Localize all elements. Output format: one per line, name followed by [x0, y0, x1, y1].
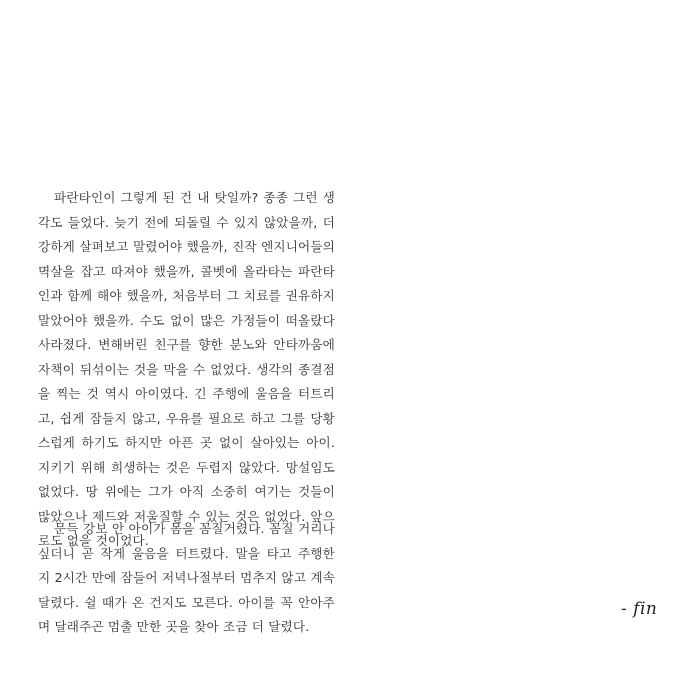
- paragraph-line: 강하게 살펴보고 말렸어야 했을까, 진작 엔지니어들의: [38, 239, 335, 254]
- paragraph-line: 싶더니 곧 작게 울음을 터트렸다. 말을 타고 주행한: [38, 545, 335, 561]
- paragraph-line: 파란타인이 그렇게 된 건 내 탓일까? 종종 그런 생: [54, 190, 335, 205]
- paragraph-line: 지키기 위해 희생하는 것은 두렵지 않았다. 망설임도: [38, 459, 335, 475]
- paragraph-line: 을 찍는 것 역시 아이였다. 긴 주행에 울음을 터트리: [38, 386, 335, 401]
- paragraph-line: 지 2시간 만에 잠들어 저녁나절부터 멈추지 않고 계속: [38, 570, 335, 585]
- paragraph-line: 각도 들었다. 늦기 전에 되돌릴 수 있지 않았을까, 더: [38, 214, 335, 230]
- paragraph-line: 멱살을 잡고 따져야 했을까, 콜벳에 올라타는 파란타: [38, 263, 335, 279]
- fin-signature: - fin: [621, 599, 658, 619]
- paragraph-line: 며 달래주곤 멈출 만한 곳을 찾아 조금 더 달렸다.: [38, 619, 310, 634]
- paragraph-line: 달렸다. 쉴 때가 온 건지도 모른다. 아이를 꼭 안아주: [38, 594, 335, 610]
- paragraph-line: 문득 강보 안 아이가 몸을 꼼질거렸다. 꼼질 거리나: [54, 521, 335, 536]
- paragraph-line: 많았으나 제드와 저울질할 수 있는 것은 없었다. 앞으: [38, 508, 335, 524]
- paragraph-line: 말았어야 했을까. 수도 없이 많은 가정들이 떠올랐다: [38, 312, 335, 328]
- paragraph-line: 없었다. 땅 위에는 그가 아직 소중히 여기는 것들이: [38, 484, 335, 499]
- paragraph-line: 자책이 뒤섞이는 것을 막을 수 없었다. 생각의 종결점: [38, 361, 335, 377]
- paragraph-line: 스럽게 하기도 하지만 아픈 곳 없이 살아있는 아이.: [38, 435, 335, 450]
- paragraph-line: 인과 함께 해야 했을까, 처음부터 그 치료를 권유하지: [38, 288, 335, 303]
- paragraph-line: 고, 쉽게 잠들지 않고, 우유를 필요로 하고 그를 당황: [38, 410, 335, 426]
- paragraph-2: [38, 517, 335, 640]
- paragraph-1: [38, 186, 335, 554]
- paragraph-line: 로도 없을 것이었다.: [38, 533, 149, 548]
- paragraph-line: 사라졌다. 변해버린 친구를 향한 분노와 안타까움에: [38, 337, 335, 352]
